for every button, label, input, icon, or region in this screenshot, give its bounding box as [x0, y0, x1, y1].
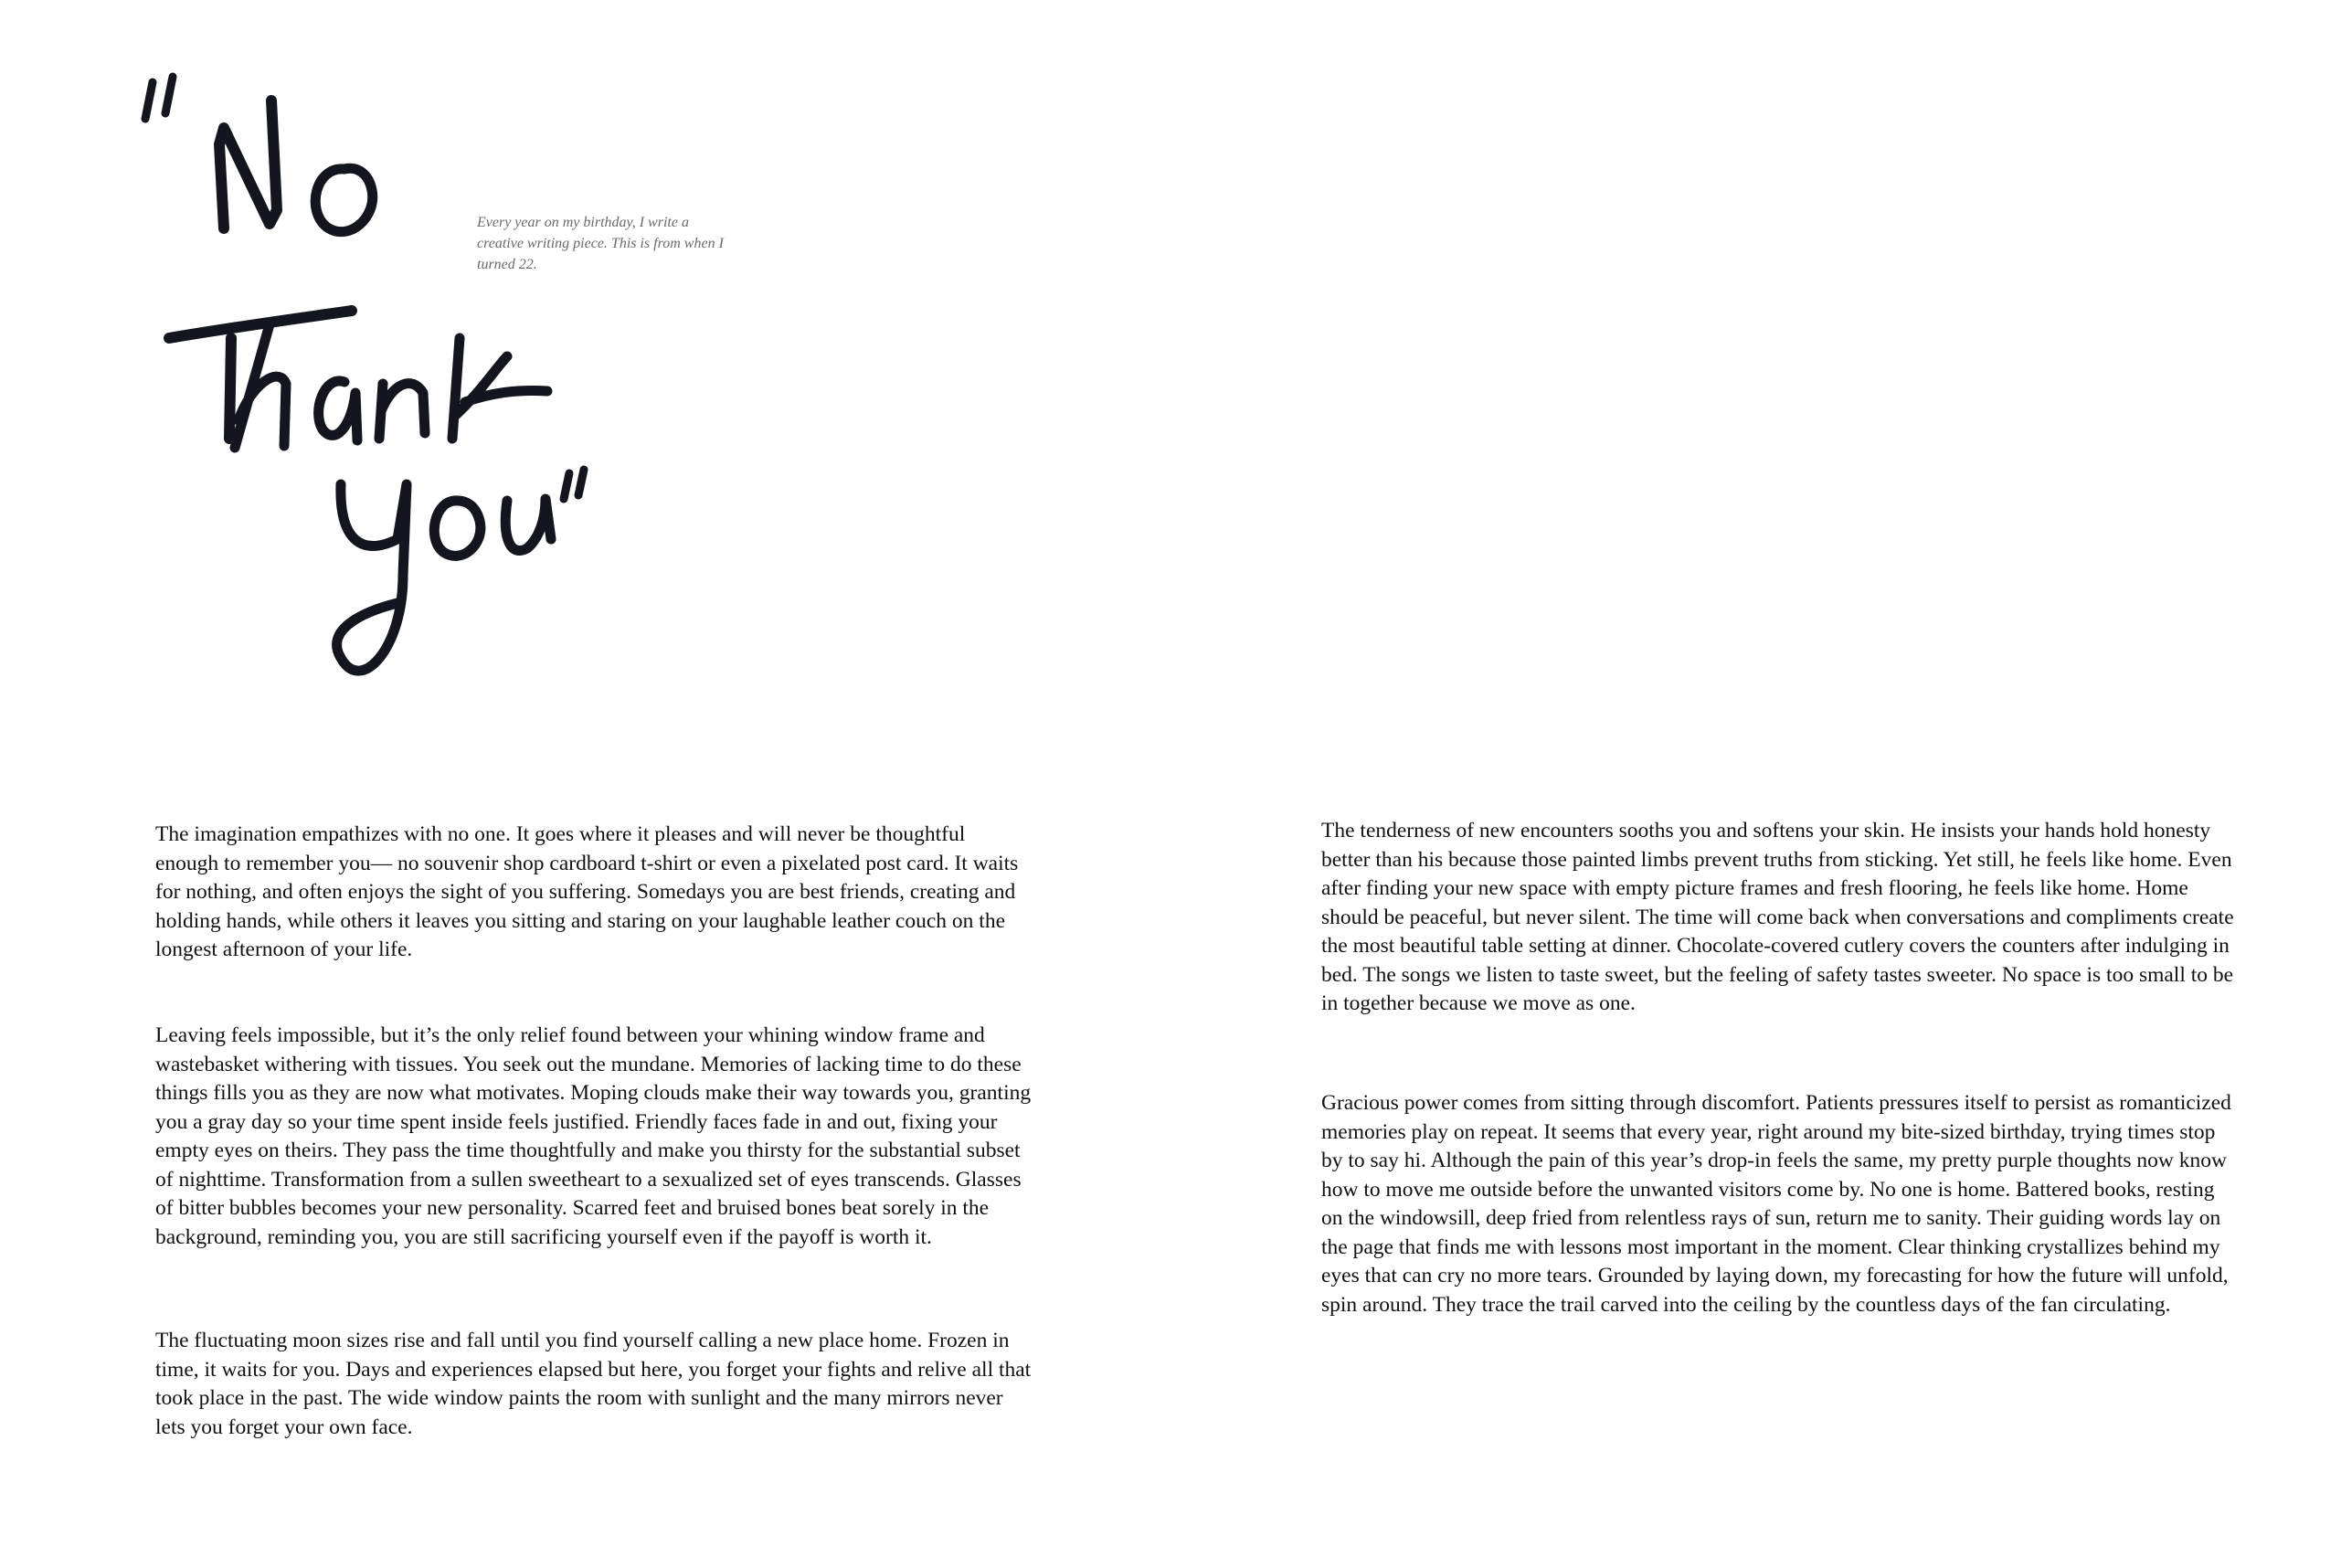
letter-N: [219, 101, 277, 228]
handwritten-title-art: [132, 64, 772, 722]
handwritten-title: [132, 64, 772, 722]
left-paragraph-1: The imagination empathizes with no one. It goes where it pleases and will never be thoughtful enough to remember you— no souvenir shop cardboard t-shirt or even a pixelated post card. It waits for nothing, and often enjoys the sight of you suffering. Somedays you are best friends, creating and holding hands, while others it leaves you sitting and staring on your laughable leather couch on the longest afternoon of your life.: [155, 822, 1019, 961]
letter-Y: [337, 484, 407, 671]
left-paragraph-3: The fluctuating moon sizes rise and fall until you find yourself calling a new place home. Frozen in time, it waits for you. Days and experiences elapsed but here, you forget your fights and relive all that took place in the past. The wide window paints the room with sunlight and the many mirrors never lets you forget your own face.: [155, 1329, 1032, 1439]
letter-u: [505, 499, 551, 551]
quote-close-mark-1: [564, 473, 569, 499]
letter-o-2: [434, 501, 481, 556]
letter-h: [235, 324, 286, 448]
quote-open-mark-1: [145, 82, 153, 119]
left-paragraph-2: Leaving feels impossible, but it’s the only relief found between your whining window frame and wastebasket withering with tissues. You seek out the mundane. Memories of lacking time to do these things fills you as they are now what motivates. Moping clouds make their way towards you, granting you a gray day so your time spent inside feels justified. Friendly faces fade in and out, fixing your empty eyes on theirs. They pass the time thoughtfully and make you thirsty for the substantial subset of nighttime. Transformation from a sullen sweetheart to a sexualized set of eyes transcends. Glasses of bitter bubbles becomes your new personality. Scarred feet and bruised bones beat sorely in the background, reminding you, you are still sacrificing yourself even if the payoff is worth it.: [155, 1023, 1032, 1249]
letter-T-bar: [169, 311, 352, 338]
intro-note: Every year on my birthday, I write a creative writing piece. This is from when I turned 22.: [477, 215, 724, 272]
letter-T-stem: [229, 338, 231, 439]
right-paragraph-2: Gracious power comes from sitting through discomfort. Patients pressures itself to persist as romanticized memories play on repeat. It seems that every year, right around my bite-sized birthday, trying times stop by to say hi. Although the pain of this year’s drop-in feels the same, my pretty purple thoughts now know how to move me outside before the unwanted visitors come by. No one is home. Battered books, resting on the windowsill, deep fried from relentless rays of sun, return me to sanity. Their guiding words lay on the page that finds me with lessons most important in the moment. Clear thinking crystallizes behind my eyes that can cry no more tears. Grounded by laying down, my forecasting for how the future will unfold, spin around. They trace the trail carved into the ceiling by the countless days of the fan circulating.: [1321, 1091, 2231, 1317]
letter-a: [319, 381, 357, 440]
letter-k: [452, 338, 547, 439]
quote-open-mark-2: [165, 77, 173, 113]
right-page: [1170, 0, 2341, 1568]
letter-n: [379, 384, 425, 439]
letter-o: [315, 168, 373, 231]
quote-close-mark-2: [578, 470, 584, 495]
right-paragraph-1: The tenderness of new encounters sooths you and softens your skin. He insists your hands hold honesty better than his because those painted limbs prevent truths from sticking. Yet still, he feels like home. Even after finding your new space with empty picture frames and fresh flooring, he feels like home. Home should be peaceful, but never silent. The time will come back when conversations and compliments create the most beautiful table setting at dinner. Chocolate-covered cutlery covers the counters after indulging in bed. The songs we listen to taste sweet, but the feeling of safety tastes sweeter. No space is too small to be in together because we move as one.: [1321, 819, 2234, 1015]
left-page: [0, 0, 1170, 1568]
